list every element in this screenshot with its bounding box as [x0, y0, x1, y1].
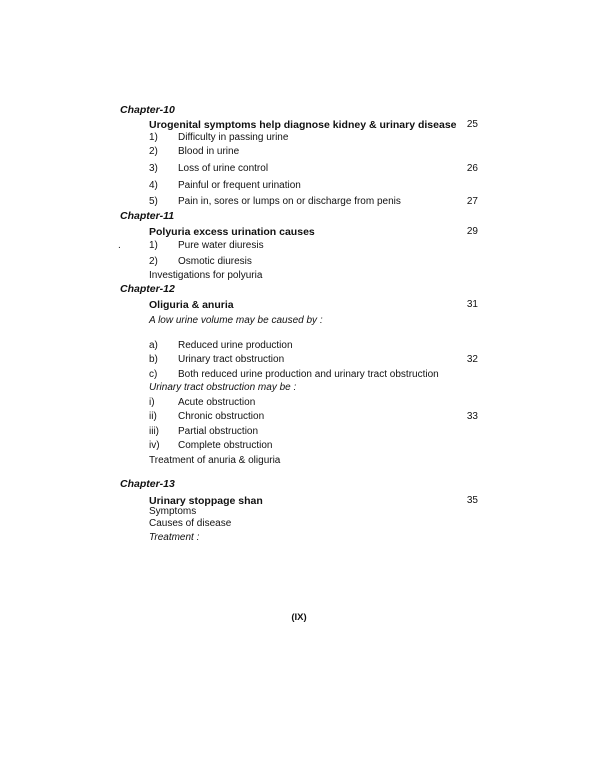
list-number: 2)	[149, 146, 158, 157]
list-number: i)	[149, 397, 155, 408]
chapter-13-page: 35	[466, 495, 478, 506]
list-item-page: 33	[466, 411, 478, 422]
list-item: Chronic obstruction	[178, 411, 265, 422]
list-item-page: 27	[466, 196, 478, 207]
chapter-11-heading: Polyuria excess urination causes	[149, 226, 315, 238]
symptoms-line: Symptoms	[149, 506, 197, 517]
treatment-line: Treatment of anuria & oliguria	[149, 455, 281, 466]
investigations-line: Investigations for polyuria	[149, 270, 263, 281]
chapter-12-heading: Oliguria & anuria	[149, 299, 234, 311]
list-item: Reduced urine production	[178, 340, 293, 351]
obstruction-intro: Urinary tract obstruction may be :	[149, 382, 297, 393]
list-item: Pure water diuresis	[178, 240, 264, 251]
list-number: iii)	[149, 426, 159, 437]
chapter-13-label: Chapter-13	[120, 478, 175, 490]
chapter-12-page: 31	[466, 299, 478, 310]
causes-line: Causes of disease	[149, 518, 232, 529]
list-number: 1)	[149, 132, 158, 143]
list-number: a)	[149, 340, 158, 351]
list-number: iv)	[149, 440, 160, 451]
list-number: 1)	[149, 240, 158, 251]
list-item-page: 26	[466, 163, 478, 174]
list-item: Pain in, sores or lumps on or discharge from penis	[178, 196, 401, 207]
chapter-11-label: Chapter-11	[120, 210, 175, 222]
chapter-10-label: Chapter-10	[120, 104, 175, 116]
chapter-12-label: Chapter-12	[120, 283, 175, 295]
treatment-label: Treatment :	[149, 532, 200, 543]
chapter-11-page: 29	[466, 226, 478, 237]
list-item: Blood in urine	[178, 146, 240, 157]
list-item: Painful or frequent urination	[178, 180, 301, 191]
list-number: b)	[149, 354, 158, 365]
chapter-13-heading: Urinary stoppage shan	[149, 495, 263, 507]
list-number: 5)	[149, 196, 158, 207]
list-item-page: 32	[466, 354, 478, 365]
list-number: 3)	[149, 163, 158, 174]
list-item: Both reduced urine production and urinary tract obstruction	[178, 369, 439, 380]
list-number: 4)	[149, 180, 158, 191]
list-item: Urinary tract obstruction	[178, 354, 285, 365]
list-number: ii)	[149, 411, 157, 422]
list-item: Partial obstruction	[178, 426, 259, 437]
page-number: (IX)	[291, 612, 307, 623]
chapter-10-page: 25	[466, 119, 478, 130]
list-item: Complete obstruction	[178, 440, 273, 451]
list-number: c)	[149, 369, 158, 380]
list-item: Acute obstruction	[178, 397, 256, 408]
list-item: Difficulty in passing urine	[178, 132, 289, 143]
list-number: 2)	[149, 256, 158, 267]
list-item: Osmotic diuresis	[178, 256, 252, 267]
chapter-12-intro: A low urine volume may be caused by :	[149, 315, 323, 326]
chapter-10-heading: Urogenital symptoms help diagnose kidney & urinary disease	[149, 119, 457, 131]
list-item: Loss of urine control	[178, 163, 269, 174]
stray-mark: .	[118, 240, 121, 251]
